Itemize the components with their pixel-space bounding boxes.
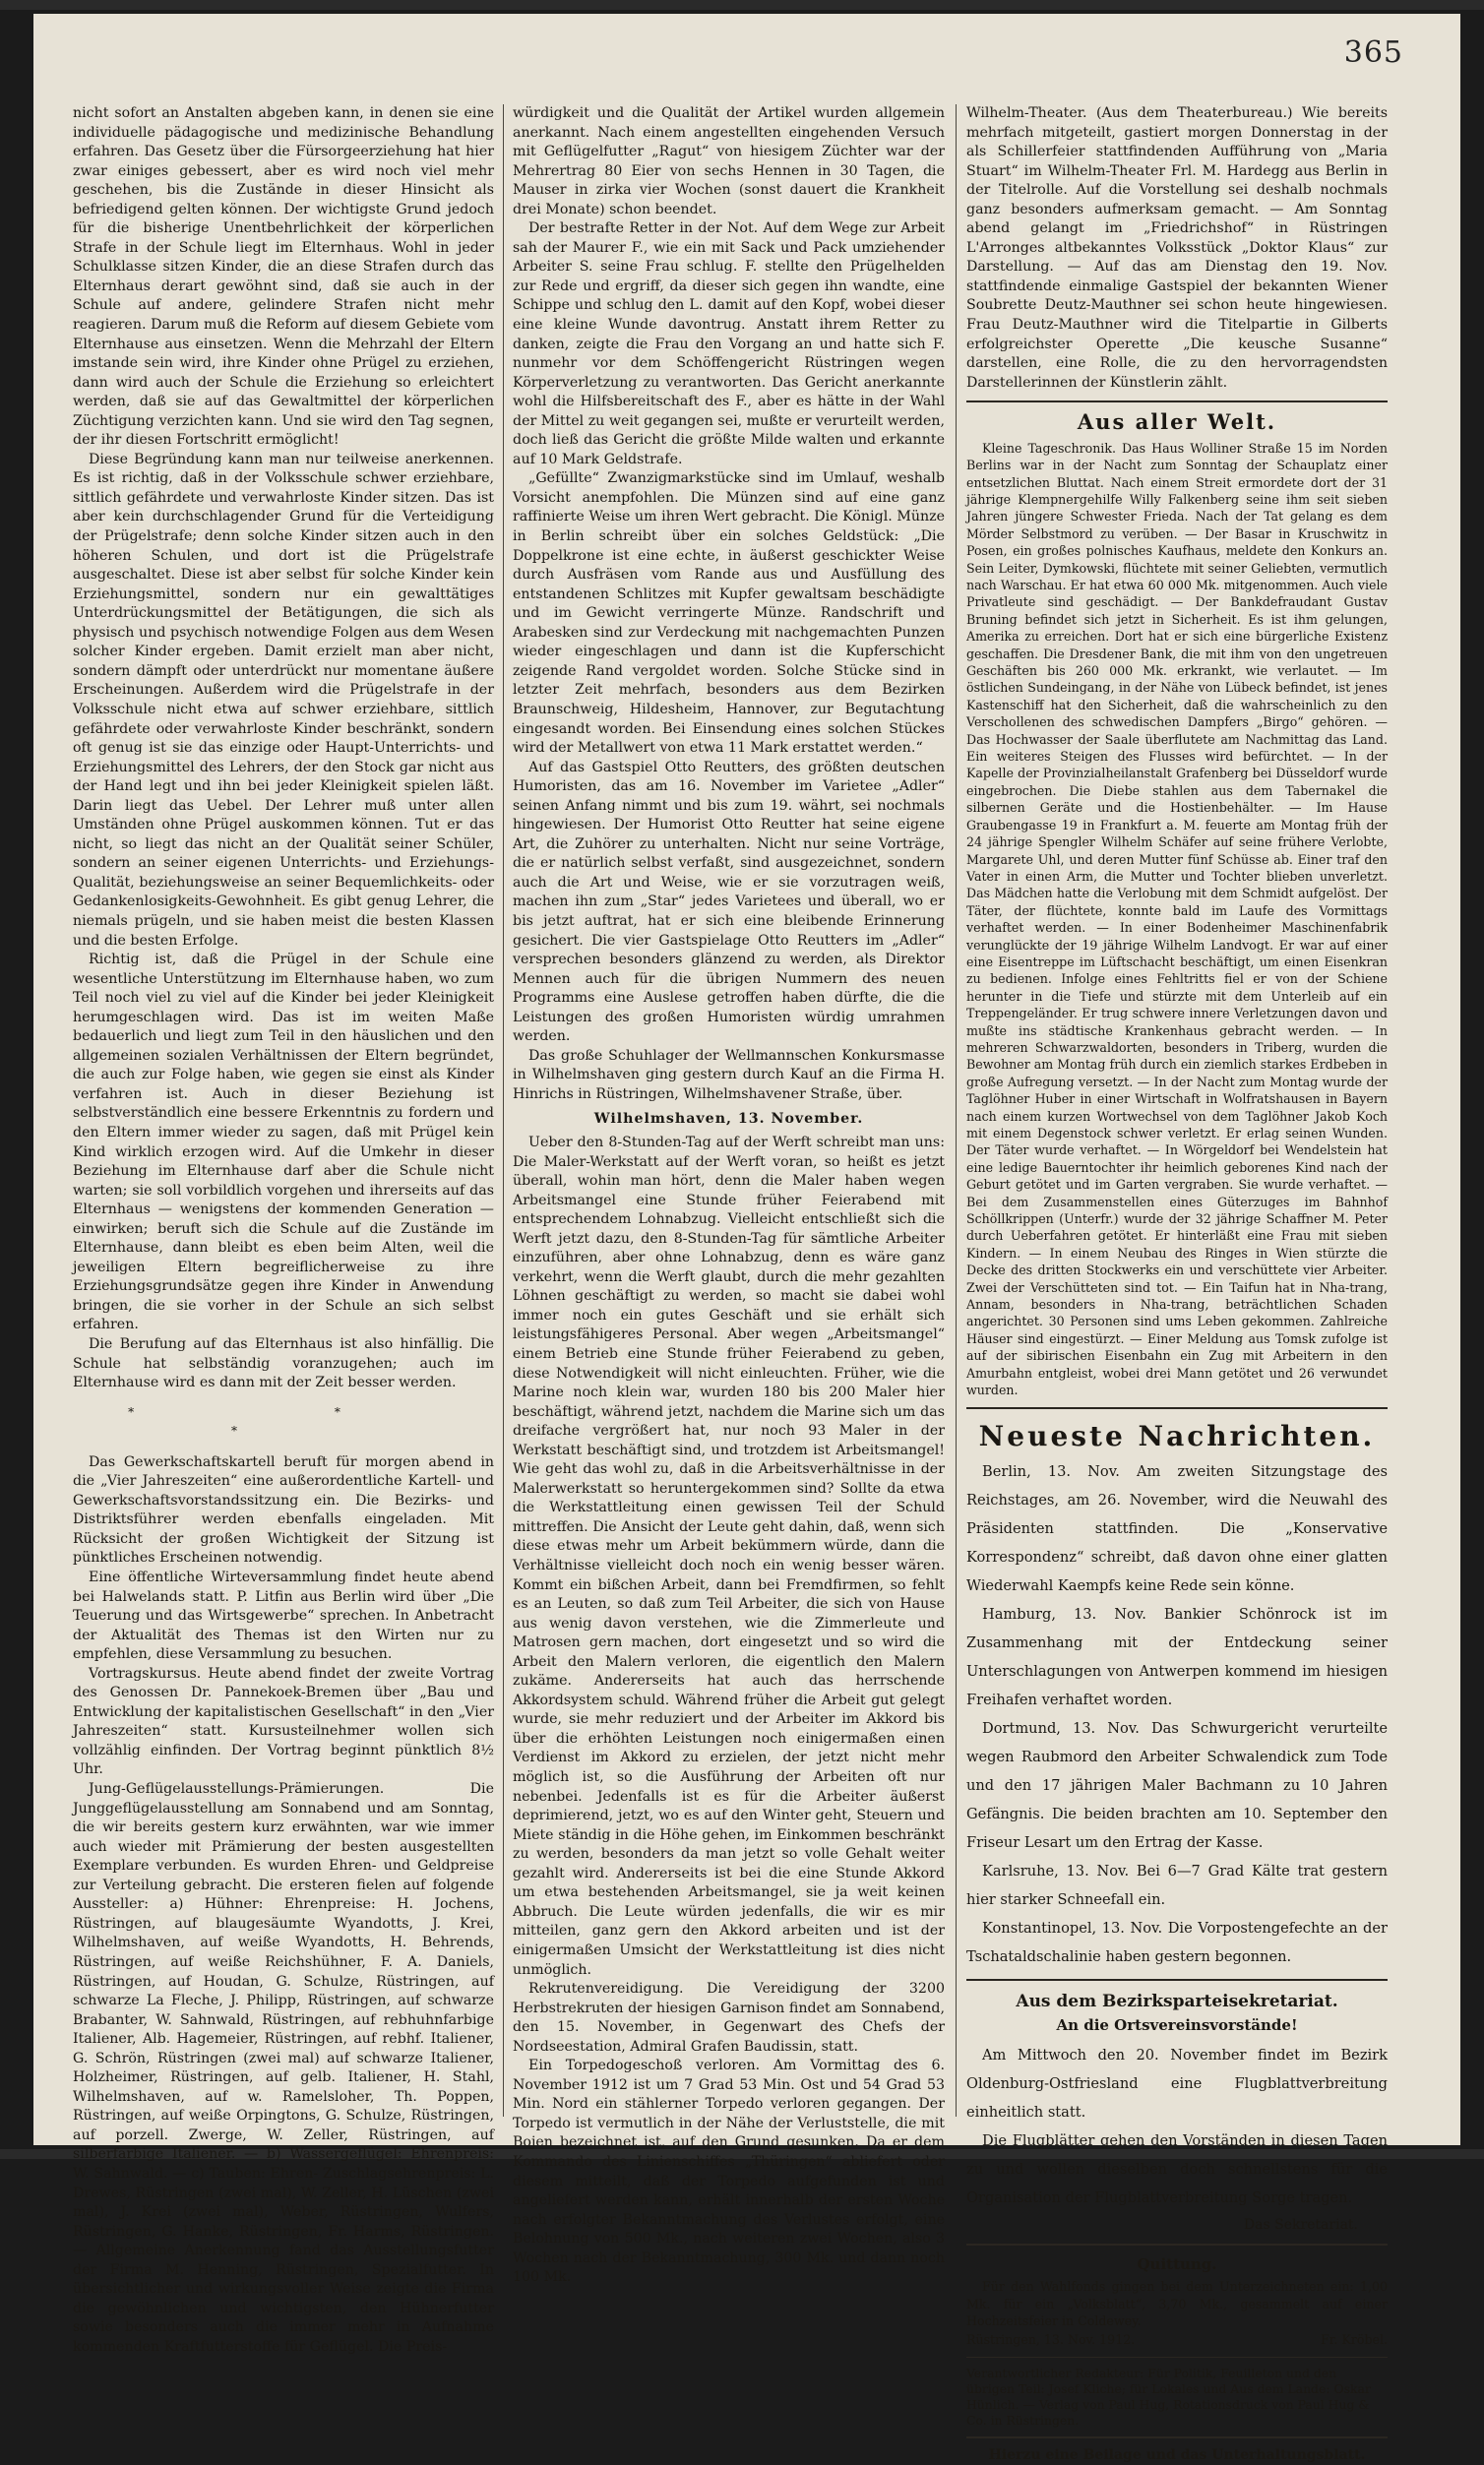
local-news-item: Das Gewerkschaftskartell beruft für morgen abend in die „Vier Jahreszeiten“ eine außerordentliche Kartell- und Gewerkschaftsvorstandssitzung ein. Die Bezirks- und Distriktsführer werden ebenfalls eingeladen. Mit Rücksicht der großen Wichtigkeit der Sitzung ist pünktliches Erscheinen notwendig. xyxy=(73,1453,494,1567)
local-news-item: Eine öffentliche Wirteversammlung findet heute abend bei Halwelands statt. P. Litfin aus Berlin wird über „Die Teuerung und das Wirtsgewerbe“ sprechen. In Anbetracht der Aktualität des Themas ist den Wirten nur zu empfehlen, diese Versammlung zu besuchen. xyxy=(73,1570,494,1663)
newspaper-page xyxy=(33,14,1460,2463)
article-paragraph: Die Berufung auf das Elternhaus ist also hinfällig. Die Schule hat selbständig voranzugehen; auch im Elternhause wird es dann mit der Zeit besser werden. xyxy=(73,1336,494,1391)
section-title-parteisekretariat: Aus dem Bezirksparteisekretariat. xyxy=(1016,1992,1338,2012)
film-strip-top xyxy=(0,0,1484,10)
latest-news xyxy=(966,1457,1388,1971)
news-item: Berlin, 13. Nov. Am zweiten Sitzungstage des Reichstages, am 26. November, wird die Neuwahl des Präsidenten stattfinden. Die „Konservative Korrespondenz“ schreibt, daß davon ohne einer glatten Wiederwahl Kaempfs keine Rede sein könne. xyxy=(966,1463,1388,1595)
rule xyxy=(966,1979,1388,1981)
imprint: Verantwortlicher Redakteur: Für Politik, Feuilleton und den übrigen Teil: Josef Kliche; für Lokales und Aus dem Lande: Oskar Hünlich. — Verlag von Paul Hug, Rotationsdruck von Paul Hug & Co. in Rüstringen. xyxy=(966,2365,1371,2428)
news-item: Hamburg, 13. Nov. Bankier Schönrock ist im Zusammenhang mit der Entdeckung seiner Unterschlagungen von Antwerpen kommend im hiesigen Freihafen verhaftet worden. xyxy=(966,1606,1388,1709)
receipt-title: Quittung. xyxy=(1137,2254,1217,2273)
local-news-item: Ein Torpedogeschoß verloren. Am Vormittag des 6. November 1912 ist um 7 Grad 53 Min. Ost und 54 Grad 53 Min. Nord ein stählerner Torpedo verloren gegangen. Der Torpedo ist vermutlich in der Nähe der Verluststelle, die mit Bojen bezeichnet ist, auf den Grund gesunken. Da er dem Kommando des Linienschiffes „Thüringen“ abliefert oder diesem mitteilt, daß der Torpedo aufgefunden ist und angeliefert werden kann, erhält innerhalb der ersten Woche nach erfolgter Bekanntmachung des Verlustes erfolgt, eine Belohnung von 500 Mk., nach weiteren zwei Wochen, also 3 Wochen nach der Bekanntmachung, 300 Mk. und dann noch 100 Mk. xyxy=(513,2058,945,2286)
chronicle-text: Kleine Tageschronik. Das Haus Wolliner Straße 15 im Norden Berlins war in der Nacht zum Sonntag der Schauplatz einer entsetzlichen Bluttat. Nach einem Streit ermordete dort der 31 jährige Klempnergehilfe Willy Falkenberg seine ihm seit sieben Jahren jüngere Schwester Frieda. Nach der Tat gelang es dem Mörder Selbstmord zu verüben. — Der Basar in Kruschwitz in Posen, ein großes polnisches Kaufhaus, meldete den Konkurs an. Sein Leiter, Dymkowski, flüchtete mit seiner Geliebten, vermutlich nach Warschau. Er hat etwa 60 000 Mk. mitgenommen. Auch viele Privatleute sind geschädigt. — Der Bankdefraudant Gustav Bruning befindet sich jetzt in Sicherheit. Es ist ihm gelungen, Amerika zu erreichen. Dort hat er sich eine bürgerliche Existenz geschaffen. Die Dresdener Bank, die mit ihm von den ungetreuen Geschäften bis 260 000 Mk. erkrankt, wie verlautet. — Im östlichen Sundeingang, in der Nähe von Lübeck befindet, ist jenes Kastenschiff hat den Sicherheit, daß die wahrscheinlich zu den Verschollenen des schwedischen Dampfers „Birgo“ gehören. — Das Hochwasser der Saale überflutete am Nachmittag das Land. Ein weiteres Steigen des Flusses wird befürchtet. — In der Kapelle der Provinzialheilanstalt Grafenberg bei Düsseldorf wurde eingebrochen. Die Diebe stahlen aus dem Tabernakel die silbernen Geräte und die Hostienbehälter. — Im Hause Graubengasse 19 in Frankfurt a. M. feuerte am Montag früh der 24 jährige Spengler Wilhelm Schäfer auf seine frühere Verlobte, Margarete Uhl, und deren Mutter fünf Schüsse ab. Einer traf den Vater in einen Arm, die Mutter und Tochter blieben unverletzt. Das Mädchen hatte die Verlobung mit dem Schmidt aufgelöst. Der Täter, der flüchtete, konnte bald im Laufe des Vormittags verhaftet werden. — In einer Bodenheimer Maschinenfabrik verunglückte der 19 jährige Wilhelm Landvogt. Er war auf einer eine Eisentreppe im Lüftschacht beschäftigt, um einen Eisenkran zu bedienen. Infolge eines Fehltritts fiel er von der Schiene herunter in die Tiefe und stürzte mit dem Unterleib auf ein Treppengeländer. Er trug schwere innere Verletzungen davon und mußte ins städtische Krankenhaus gebracht werden. — In mehreren Schwarzwaldorten, besonders in Triberg, wurden die Bewohner am Montag früh durch ein ziemlich starkes Erdbeben in große Aufregung versetzt. — In der Nacht zum Montag wurde der Taglöhner Huber in einer Wirtschaft in Wolfratshausen in Bayern nach einem kurzen Wortwechsel von dem Taglöhner Jakob Koch mit einem Degenstock schwer verletzt. Er erlag seinen Wunden. Der Täter wurde verhaftet. — In Wörgeldorf bei Wendelstein hat eine ledige Bauerntochter ihr heimlich geborenes Kind nach der Geburt getötet und im Garten vergraben. Sie wurde verhaftet. — Bei dem Zusammenstellen eines Güterzuges im Bahnhof Schöllkrippen (Unterfr.) wurde der 32 jährige Schaffner M. Peter durch Ueberfahren getötet. Er hinterläßt eine Frau mit sieben Kindern. — In einem Neubau des Ringes in Wien stürzte die Decke des dritten Stockwerks ein und verschüttete vier Arbeiter. Zwei der Verschütteten sind tot. — Ein Taifun hat in Nha-trang, Annam, besonders in Nha-trang, beträchtlichen Schaden angerichtet. 30 Personen sind ums Leben gekommen. Zahlreiche Häuser sind eingestürzt. — Einer Meldung aus Tomsk zufolge ist auf der sibirischen Eisenbahn ein Zug mit Arbeitern in den Amurbahn entgleist, wobei drei Mann getötet und 26 verwundet wurden. xyxy=(966,440,1388,1398)
theater-notice: Wilhelm-Theater. (Aus dem Theaterbureau.) Wie bereits mehrfach mitgeteilt, gastiert morgen Donnerstag in der als Schillerfeier stattfindenden Aufführung von „Maria Stuart“ im Wilhelm-Theater Frl. M. Hardegg aus Berlin in der Titelrolle. Auf die Vorstellung sei deshalb nochmals ganz besonders aufmerksam gemacht. — Am Sonntag abend gelangt im „Friedrichshof“ in Rüstringen L'Arronges altbekanntes Volksstück „Doktor Klaus“ zur Darstellung. — Auf das am Dienstag den 19. Nov. stattfindende einmalige Gastspiel der bekannten Wiener Soubrette Deutz-Mauthner sei schon heute hingewiesen. Frau Deutz-Mauthner wird die Titelpartie in Gilberts erfolgreichster Operette „Die keusche Susanne“ darstellen, eine Rolle, die zu den hervorragendsten Darstellerinnen der Künstlerin zählt. xyxy=(966,105,1388,391)
news-item: Karlsruhe, 13. Nov. Bei 6—7 Grad Kälte trat gestern hier starker Schneefall ein. xyxy=(966,1863,1388,1909)
section-title-neueste-nachrichten: Neueste Nachrichten. xyxy=(978,1419,1376,1452)
party-subtitle: An die Ortsvereinsvorstände! xyxy=(1056,2015,1298,2034)
column-divider xyxy=(956,104,957,2117)
receipt-text: Für den Wahlfonds gingen bei dem Unterzeichneten ein: 1,00 Mk. für ein „Volksblatt“, 3,70 Mk., gesammelt auf einer Hochzeitsfeier in Coldewey. xyxy=(966,2279,1388,2329)
party-paragraph: Am Mittwoch den 20. November findet im Bezirk Oldenburg-Ostfriesland eine Flugblattverbreitung einheitlich statt. xyxy=(966,2047,1388,2122)
party-signature: Das Sekretariat. xyxy=(1243,2217,1358,2234)
local-news-item: Auf das Gastspiel Otto Reutters, des größten deutschen Humoristen, das am 16. November im Varietee „Adler“ seinen Anfang nimmt und bis zum 19. währt, sei nochmals hingewiesen. Der Humorist Otto Reutter hat seine eigene Art, die Zuhörer zu unterhalten. Nicht nur seine Vorträge, die er natürlich selbst verfaßt, sind ausgezeichnet, sondern auch die Art und Weise, wie er sie vorzutragen weiß, machen ihn zum „Star“ jedes Varietees und überall, wo er bis jetzt auftrat, hat er sich eine bleibende Erinnerung gesichert. Die vier Gastspielage Otto Reutters im „Adler“ versprechen besonders glänzend zu werden, als Direktor Mennen auch für die übrigen Nummern des neuen Programms eine Auslese getroffen haben dürfte, die die Leistungen des großen Humoristen würdig umrahmen werden. xyxy=(513,759,945,1045)
news-item: Dortmund, 13. Nov. Das Schwurgericht verurteilte wegen Raubmord den Arbeiter Schwalendick zum Tode und den 17 jährigen Maler Bachmann zu 10 Jahren Gefängnis. Die beiden brachten am 10. September den Friseur Lesart um den Ertrag der Kasse. xyxy=(966,1720,1388,1852)
column-1 xyxy=(73,104,494,2355)
local-news-item: Ueber den 8-Stunden-Tag auf der Werft schreibt man uns: Die Maler-Werkstatt auf der Werft voran, so heißt es jetzt überall, wohin man hört, denn die Maler haben wegen Arbeitsmangel eine Stunde früher Feierabend mit entsprechendem Lohnabzug. Vielleicht entschließt sich die Werft jetzt dazu, den 8-Stunden-Tag für sämtliche Arbeiter einzuführen, aber ohne Lohnabzug, denn es wäre ganz verkehrt, wenn die Werft glaubt, durch die mehr gezahlten Löhnen geschäftigt zu werden, so macht sie dabei wohl immer noch ein gutes Geschäft und sie erhält sich leistungsfähigeres Personal. Aber wegen „Arbeitsmangel“ einem Betrieb eine Stunde früher Feierabend zu geben, diese Notwendigkeit will nicht einleuchten. Früher, wie die Marine noch klein war, wurden 180 bis 200 Maler hier beschäftigt, während jetzt, nachdem die Marine sich um das dreifache vergrößert hat, nur noch 93 Maler in der Werkstatt beschäftigt sind, und trotzdem ist Arbeitsmangel! Wie geht das wohl zu, daß in die Arbeitsverhältnisse in der Malerwerkstatt so heruntergekommen sind? Sollte da etwa die Werkstattleitung einen gewissen Teil der Schuld mittreffen. Die Ansicht der Leute geht dahin, daß, wenn sich diese etwas mehr um Arbeit bekümmern würde, dann die Verhältnisse vielleicht doch noch ein wenig besser wären. Kommt ein bißchen Arbeit, dann bei Fremdfirmen, so fehlt es an Leuten, so daß zum Teil Arbeiter, die sich von Hause aus wenig davon verstehen, wie die Zimmerleute und Matrosen gern machen, dort eingesetzt und so wird die Arbeit den Malern verloren, die eigentlich den Malern zukäme. Andererseits hat auch das herrschende Akkordsystem schuld. Während früher die Arbeit gut gelegt wurde, sie mehr reduziert und der Arbeiter im Akkord bis über die erhöhten Leistungen noch einigermaßen einen Verdienst im Akkord zu erzielen, der jetzt nicht mehr möglich ist, so die Ausführung der Arbeiten oft nur nebenbei. Jedenfalls ist es für die Arbeiter äußerst deprimierend, jetzt, wo es auf den Winter geht, Steuern und Miete ständig in die Höhe gehen, im Einkommen beschränkt zu werden, besonders da man jetzt so volle Gehalt weiter gezahlt wird. Andererseits ist bei die eine Stunde Akkord um etwa bestehenden Arbeitsmangel, sie ja weit keinen Abbruch. Die Leute würden jedenfalls, die wir es mir mitteilen, ganz gern den Akkord arbeiten und ist der einigermaßen Umsicht der Werkstattleitung ist dies nicht unmöglich. xyxy=(513,1134,945,1978)
party-notice xyxy=(966,2041,1388,2212)
column-2 xyxy=(513,104,945,2286)
receipt-signature: Fr. Kröbel. xyxy=(1321,2332,1388,2348)
local-news-item: Rekrutenvereidigung. Die Vereidigung der 3200 Herbstrekruten der hiesigen Garnison findet am Sonnabend, den 15. November, in Gegenwart des Chefs der Nordseestation, Admiral Grafen Baudissin, statt. xyxy=(513,1981,945,2055)
rule xyxy=(966,2436,1388,2438)
local-news-item: würdigkeit und die Qualität der Artikel wurden allgemein anerkannt. Nach einem angestellten eingehenden Versuch mit Geflügelfutter „Ragut“ von hiesigem Züchter war der Mehrertrag 80 Eier von sechs Hennen in 30 Tagen, die Mauser in zirka vier Wochen (sonst dauert die Krankheit drei Monate) schon beendet. xyxy=(513,105,945,217)
receipt-footer xyxy=(966,2331,1388,2348)
receipt-place: Rüstringen, 13. Nov. 1912. xyxy=(966,2332,1136,2348)
section-title-aus-aller-welt: Aus aller Welt. xyxy=(1077,409,1277,435)
news-item: Konstantinopel, 13. Nov. Die Vorpostengefechte an der Tschataldschalinie haben gestern begonnen. xyxy=(966,1920,1388,1966)
article-paragraph: Diese Begründung kann man nur teilweise anerkennen. Es ist richtig, daß in der Volksschule schwer erziehbare, sittlich gefährdete und verwahrloste Kinder sitzen. Das ist aber kein durchschlagender Grund für die Verteidigung der Prügelstrafe; denn solche Kinder sitzen auch in den höheren Schulen, und dort ist die Prügelstrafe ausgeschaltet. Diese ist aber selbst für solche Kinder kein Erziehungsmittel, sondern nur ein gewalttätiges Unterdrückungsmittel der Betätigungen, die sich als physisch und psychisch notwendige Folgen aus dem Wesen solcher Kinder ergeben. Damit erzielt man aber nicht, sondern dämpft oder unterdrückt nur momentane äußere Erscheinungen. Außerdem wird die Prügelstrafe in der Volksschule nicht etwa auf schwer erziehbare, sittlich gefährdete oder verwahrloste Kinder beschränkt, sondern oft genug ist sie das einzige oder Haupt-Unterrichts- und Erziehungsmittel des Lehrers, der den Stock gar nicht aus der Hand legt und ihn bei jeder Kleinigkeit spielen läßt. Darin liegt das Uebel. Der Lehrer muß unter allen Umständen ohne Prügel auskommen können. Tut er das nicht, so liegt das nicht an der Qualität seiner Schüler, sondern an seiner eigenen Unterrichts- und Erziehungs-Qualität, beziehungsweise an seiner Bequemlichkeits- oder Gedankenlosigkeits-Gewohnheit. Es gibt genug Lehrer, die niemals prügeln, und sie haben meist die besten Klassen und die besten Erfolge. xyxy=(73,451,494,949)
column-divider xyxy=(503,104,504,2117)
rule xyxy=(966,2357,1388,2358)
party-paragraph: Die Flugblätter gehen den Vorständen in diesen Tagen zu und wollen dieselben doch schnellstens für die Organisation der Flugblattverbreitung Sorge tragen. xyxy=(966,2132,1388,2207)
rule xyxy=(966,401,1388,402)
article-paragraph: nicht sofort an Anstalten abgeben kann, in denen sie eine individuelle pädagogische und medizinische Behandlung erfahren. Das Gesetz über die Fürsorgeerziehung hat hier zwar einiges gebessert, aber es wird noch viel mehr geschehen, bis die Zustände in dieser Hinsicht als befriedigend gelten können. Der wichtigste Grund jedoch für die bisherige Unentbehrlichkeit der körperlichen Strafe in der Schule liegt im Elternhaus. Wohl in jeder Schulklasse sitzen Kinder, die an diese Strafen durch das Elternhaus derart gewöhnt sind, daß sie auch in der Schule auf andere, gelindere Strafen nicht mehr reagieren. Darum muß die Reform auf diesem Gebiete vom Elternhause aus einsetzen. Wenn die Mehrzahl der Eltern imstande sein wird, ihre Kinder ohne Prügel zu erziehen, dann wird auch der Schule die Erziehung so erleichtert werden, daß sie auf das Gewaltmittel der körperlichen Züchtigung verzichten kann. Und sie wird den Tag segnen, der ihr diesen Fortschritt ermöglicht! xyxy=(73,105,494,449)
dateline: Wilhelmshaven, 13. November. xyxy=(593,1111,864,1128)
article-paragraph: Richtig ist, daß die Prügel in der Schule eine wesentliche Unterstützung im Elternhause haben, wo zum Teil noch viel zu viel auf die Kinder bei jeder Kleinigkeit herumgeschlagen wird. Das ist im weiten Maße bedauerlich und liegt zum Teil in den häuslichen und den allgemeinen sozialen Verhältnissen der Eltern begründet, die auch zur Folge haben, wie gegen sie einst als Kinder verfahren ist. Auch in dieser Beziehung ist selbstverständlich eine bessere Erkenntnis zu fordern und den Eltern immer wieder zu sagen, daß mit Prügel kein Kind wirklich erzogen wird. Auf die Umkehr in dieser Beziehung im Elternhause darf aber die Schule nicht warten; sie soll vorbildlich vorgehen und ihrerseits auf das Elternhaus — wenigstens der kommenden Generation — einwirken; beruft sich die Schule auf die Zustände im Elternhause, dann bleibt es eben beim Alten, weil die jeweiligen Eltern begreiflicherweise zu ihre Erziehungsgrundsätze gegen ihre Kinder in Anwendung bringen, die sie vorher in der Schule an sich selbst erfahren. xyxy=(73,952,494,1333)
local-news-item: Jung-Geflügelausstellungs-Prämierungen. Die Junggeflügelausstellung am Sonnabend und am Sonntag, die wir bereits gestern kurz erwähnten, war wie immer auch wieder mit Prämierung der besten ausgestellten Exemplare verbunden. Es wurden Ehren- und Geldpreise zur Verteilung gebracht. Die ersteren fielen auf folgende Aussteller: a) Hühner: Ehrenpreise: H. Jochens, Rüstringen, auf blaugesäumte Wyandotts, J. Krei, Wilhelmshaven, auf weiße Wyandotts, H. Behrends, Rüstringen, auf weiße Reichshühner, F. A. Daniels, Rüstringen, auf Houdan, G. Schulze, Rüstringen, auf schwarze La Fleche, J. Philipp, Rüstringen, auf schwarze Brabanter, W. Sahnwald, Rüstringen, auf rebhuhnfarbige Italiener, Alb. Hagemeier, Rüstringen, auf rebhf. Italiener, G. Schrön, Rüstringen (zwei mal) auf schwarze Italiener, Holzheimer, Rüstringen, auf gelb. Italiener, H. Stahl, Wilhelmshaven, auf w. Ramelsloher, Th. Poppen, Rüstringen, auf weiße Orpingtons, G. Schulze, Rüstringen, auf porzell. Zwerge, W. Zeller, Rüstringen, auf silberfarbige Italiener. — b) Wassergeflügel: Ehrenpreis: W. Sahnwald. — c) Tauben: Ehren- Zuschlagsehrenpreis: L. Drewes, Rüstringen (zwei mal), W. Zeller, H. Lüschen (zwei mal), J. Krei (zwei mal), Weber, Rüstringen, Wulfers, Rüstringen, G. Hanke, Rüstringen, Fr. Harms, Rüstringen. — Allgemeine Anerkennung fand das Ausstellungsfutter der Firma M. Henning, Rüstringen, Spezialfutter. In übersichtlicher und wirkungsvoller Weise zeigte die Firma die gewöhnlichen und wichtigsten, den Hühnerfutter sowie besonders auch die immer mehr in Aufnahme kommenden Kraftfutterstoffe für Geflügel. Die Preis- xyxy=(73,1781,494,2355)
page-number: 365 xyxy=(1343,35,1403,70)
local-news-item: Der bestrafte Retter in der Not. Auf dem Wege zur Arbeit sah der Maurer F., wie ein mit Sack und Pack umziehender Arbeiter S. seine Frau schlug. F. stellte den Prügelhelden zur Rede und ergriff, da dieser sich gegen ihn wandte, eine Schippe und schlug den L. damit auf den Kopf, wobei dieser eine kleine Wunde davontrug. Anstatt ihrem Retter zu danken, zeigte die Frau den Vorgang an und hatte sich F. nunmehr vor dem Schöffengericht Rüstringen wegen Körperverletzung zu verantworten. Das Gericht anerkannte wohl die Hilfsbereitschaft des F., aber es hätte in der Wahl der Mittel zu weit gegangen sei, mußte er verurteilt werden, doch ließ das Gericht die größte Milde walten und erkannte auf 10 Mark Geldstrafe. xyxy=(513,220,945,467)
rule xyxy=(966,1407,1388,1409)
column-3 xyxy=(966,104,1388,2463)
rule xyxy=(966,2244,1388,2246)
local-news-item: Vortragskursus. Heute abend findet der zweite Vortrag des Genossen Dr. Pannekoek-Bremen über „Bau und Entwicklung der kapitalistischen Gesellschaft“ in den „Vier Jahreszeiten“ statt. Kursusteilnehmer wollen sich vollzählig einfinden. Der Vortrag beginnt pünktlich 8½ Uhr. xyxy=(73,1665,494,1778)
supplement-note: Hierzu eine Beilage und das Unterhaltungsblatt. xyxy=(988,2446,1366,2463)
section-separator: * * * xyxy=(128,1404,439,1439)
local-news-item: „Gefüllte“ Zwanzigmarkstücke sind im Umlauf, weshalb Vorsicht anempfohlen. Die Münzen sind auf eine ganz raffinierte Weise um ihren Wert gebracht. Die Königl. Münze in Berlin schreibt über ein solches Geldstück: „Die Doppelkrone ist eine echte, in äußerst geschickter Weise durch Ausfräsen vom Rande aus und Ausfüllung des entstandenen Schlitzes mit Kupfer gewaltsam beschädigte und im Gewicht verringerte Münze. Randschrift und Arabesken sind zur Verdeckung mit nachgemachten Punzen wieder eingeschlagen und dann ist die Kupferschicht zeigende Rand vergoldet worden. Solche Stücke sind in letzter Zeit mehrfach, besonders aus dem Bezirken Braunschweig, Hildesheim, Hannover, zur Begutachtung eingesandt worden. Bei Einsendung eines solchen Stückes wird der Metallwert von etwa 11 Mark erstattet werden.“ xyxy=(513,470,945,757)
local-news-item: Das große Schuhlager der Wellmannschen Konkursmasse in Wilhelmshaven ging gestern durch Kauf an die Firma H. Hinrichs in Rüstringen, Wilhelmshavener Straße, über. xyxy=(513,1047,945,1102)
